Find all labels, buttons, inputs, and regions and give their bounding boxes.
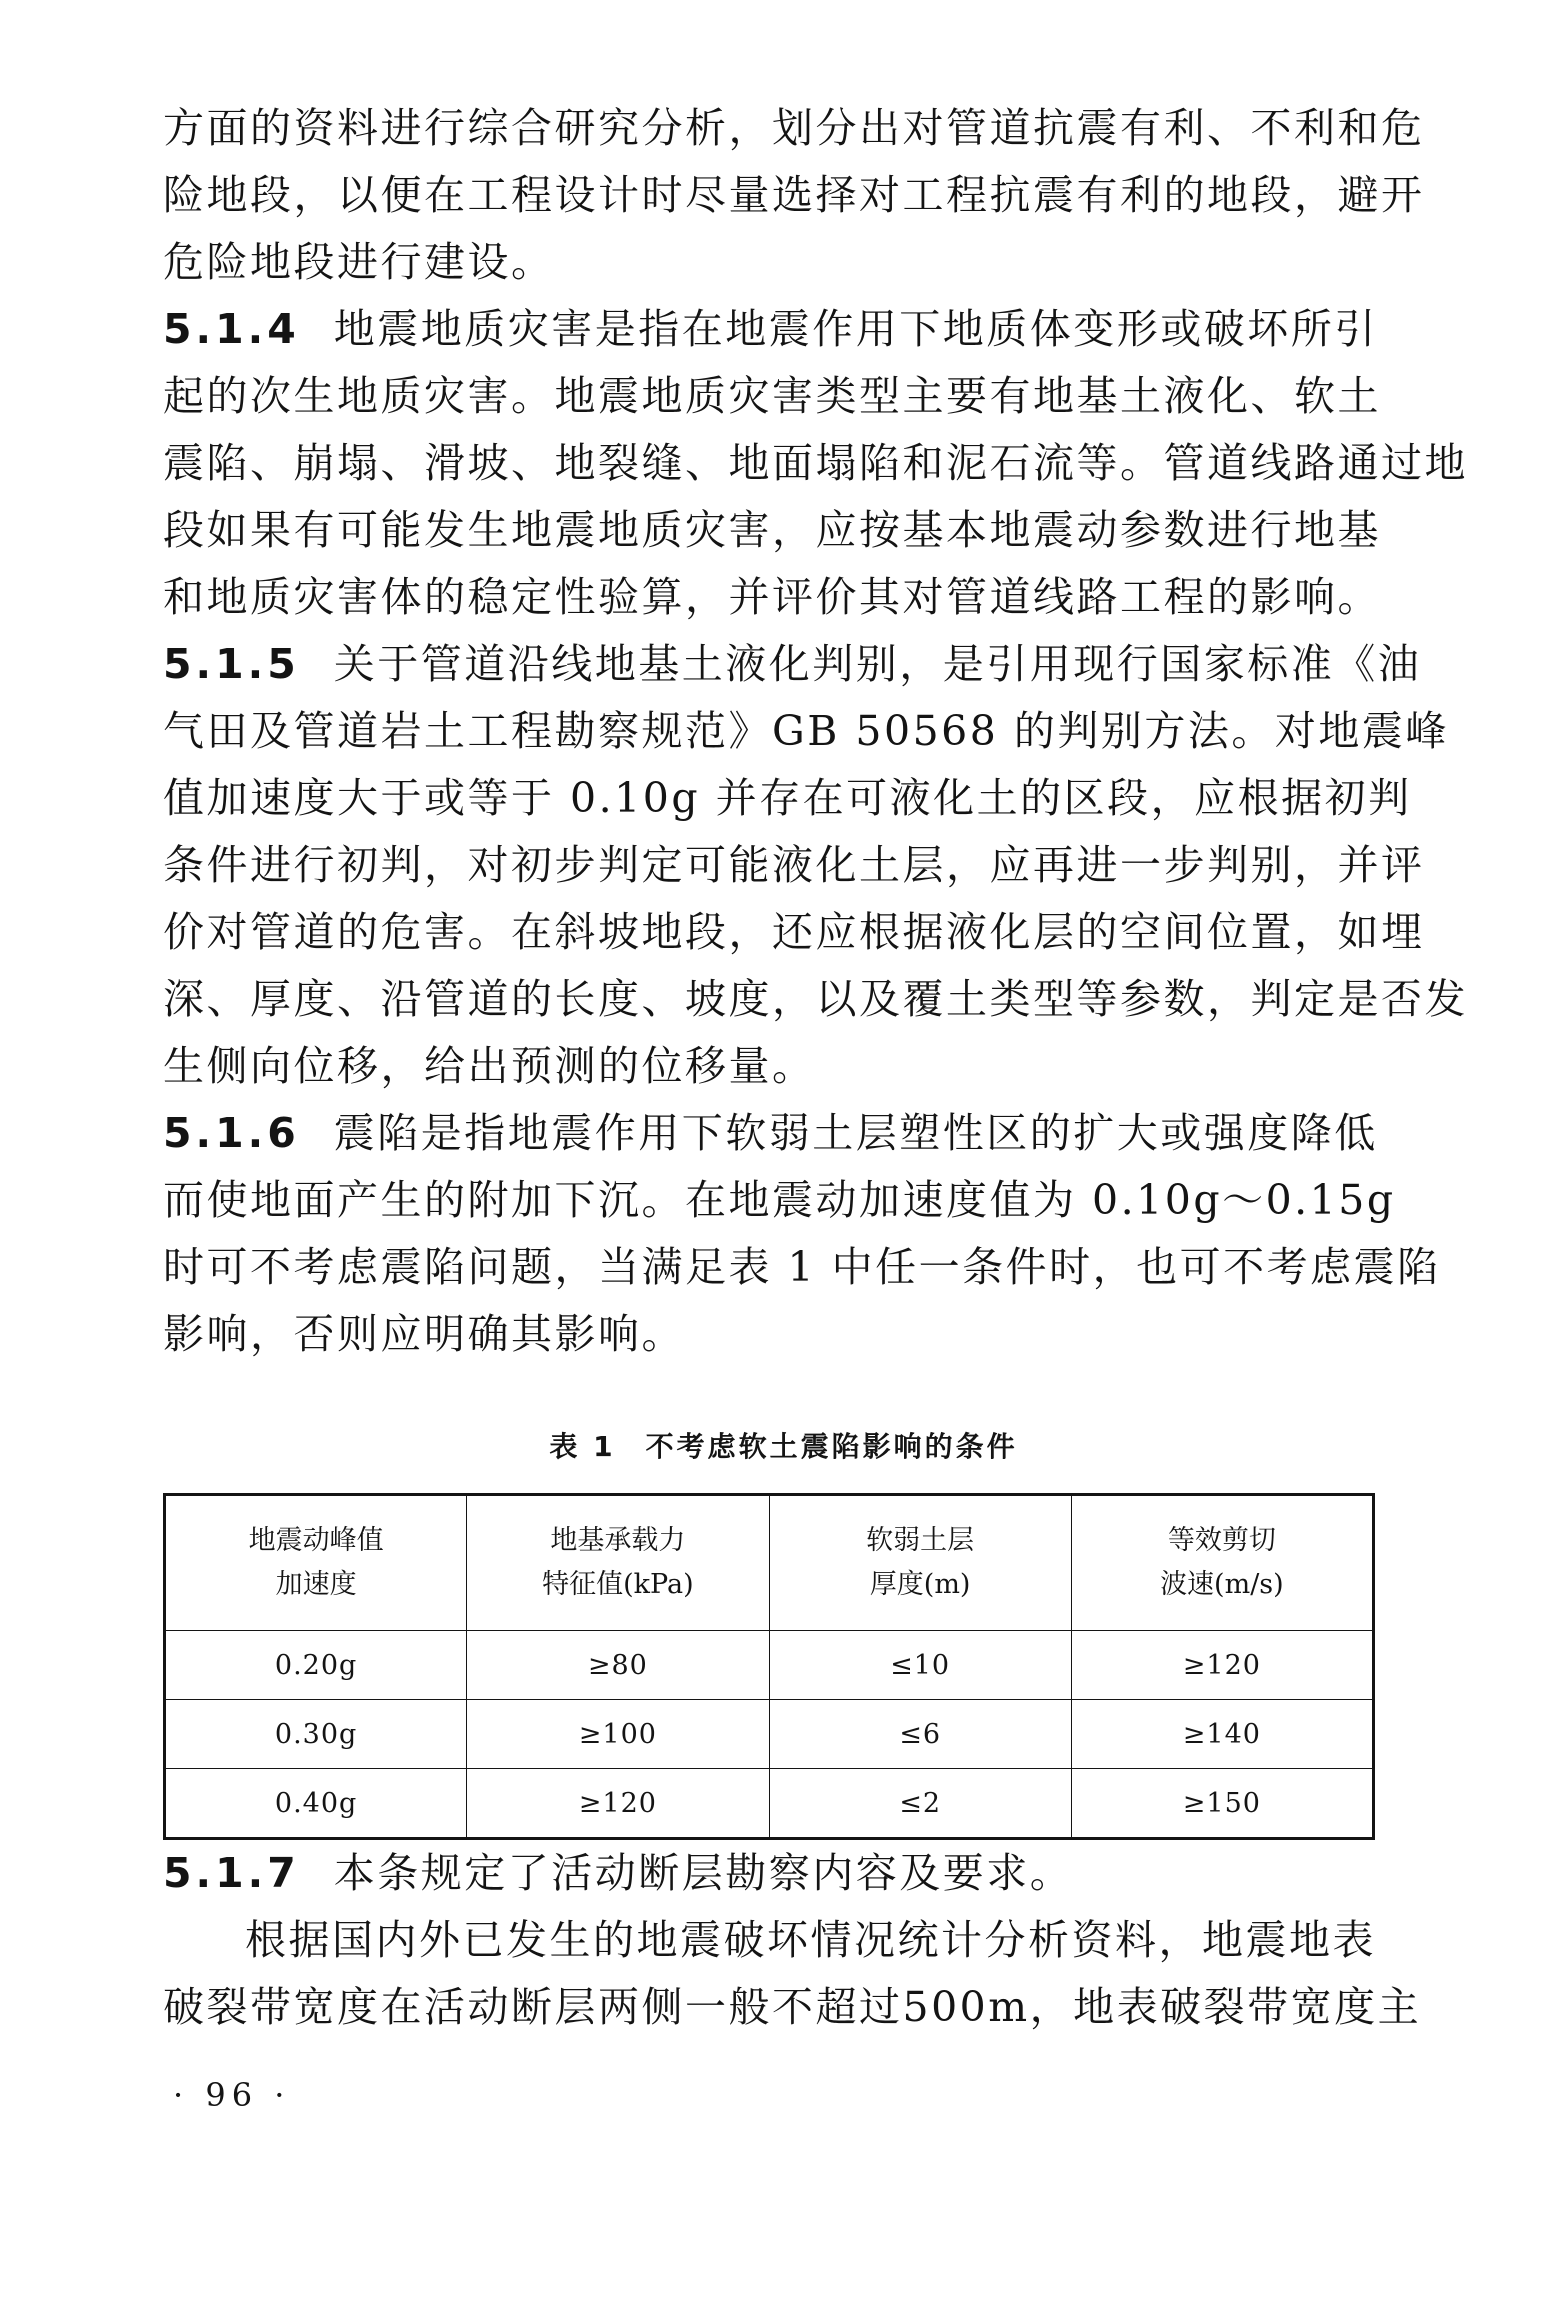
table-cell: ≤2 [769,1769,1071,1839]
table-cell: ≥150 [1071,1769,1373,1839]
text-line: 和地质灾害体的稳定性验算，并评价其对管道线路工程的影响。 [163,573,1381,621]
body-text-upper [163,95,1468,1368]
text-line: 本条规定了活动断层勘察内容及要求。 [333,1849,1074,1897]
table-cell: ≥140 [1071,1700,1373,1769]
section-5-1-5-heading [163,631,1422,698]
section-5-1-7-heading [163,1840,1375,1907]
conditions-table [163,1493,1375,1840]
text-line: 地震地质灾害是指在地震作用下地质体变形或破坏所引 [333,305,1378,353]
table-row [165,1700,1374,1769]
table-cell: 0.40g [165,1769,467,1839]
header-peak-acceleration: 地震动峰值 加速度 [165,1495,467,1631]
table-number: 表 1 [549,1430,616,1463]
header-soft-layer-thickness: 软弱土层 厚度(m) [769,1495,1071,1631]
section-number: 5.1.5 [163,640,300,688]
header-shear-wave-velocity: 等效剪切 波速(m/s) [1071,1495,1373,1631]
text-line: 危险地段进行建设。 [163,238,555,286]
text-line: 价对管道的危害。在斜坡地段，还应根据液化层的空间位置，如埋 [163,908,1425,956]
table-row [165,1631,1374,1700]
table-cell: ≥80 [467,1631,769,1700]
page-number: · 96 · [173,2076,291,2114]
table-row [165,1769,1374,1839]
body-text-lower [163,1840,1422,2041]
text-line: 险地段，以便在工程设计时尽量选择对工程抗震有利的地段，避开 [163,171,1425,219]
section-5-1-4-heading [163,296,1378,363]
table-cell: ≥120 [1071,1631,1373,1700]
table-caption [0,1425,1567,1465]
section-number: 5.1.6 [163,1109,300,1157]
table-cell: ≤6 [769,1700,1071,1769]
text-line: 时可不考虑震陷问题，当满足表 1 中任一条件时，也可不考虑震陷 [163,1243,1441,1291]
text-line: 影响，否则应明确其影响。 [163,1310,685,1358]
text-line: 条件进行初判，对初步判定可能液化土层，应再进一步判别，并评 [163,841,1425,889]
text-line: 值加速度大于或等于 0.10g 并存在可液化土的区段，应根据初判 [163,774,1412,822]
text-line: 震陷是指地震作用下软弱土层塑性区的扩大或强度降低 [333,1109,1378,1157]
section-5-1-6-heading [163,1100,1378,1167]
table-cell: ≥120 [467,1769,769,1839]
text-line: 根据国内外已发生的地震破坏情况统计分析资料，地震地表 [245,1916,1376,1964]
text-line: 关于管道沿线地基土液化判别，是引用现行国家标准《油 [333,640,1422,688]
header-bearing-capacity: 地基承载力 特征值(kPa) [467,1495,769,1631]
table-header-row [165,1495,1374,1631]
table-cell: ≤10 [769,1631,1071,1700]
table-cell: 0.20g [165,1631,467,1700]
text-line: 破裂带宽度在活动断层两侧一般不超过500m，地表破裂带宽度主 [163,1983,1422,2031]
text-line: 段如果有可能发生地震地质灾害，应按基本地震动参数进行地基 [163,506,1381,554]
text-line: 生侧向位移，给出预测的位移量。 [163,1042,816,1090]
text-line: 气田及管道岩土工程勘察规范》GB 50568 的判别方法。对地震峰 [163,707,1449,755]
text-line: 而使地面产生的附加下沉。在地震动加速度值为 0.10g～0.15g [163,1176,1396,1224]
text-line: 起的次生地质灾害。地震地质灾害类型主要有地基土液化、软土 [163,372,1381,420]
section-number: 5.1.4 [163,305,300,353]
section-number: 5.1.7 [163,1849,300,1897]
table-cell: 0.30g [165,1700,467,1769]
text-line: 方面的资料进行综合研究分析，划分出对管道抗震有利、不利和危 [163,104,1425,152]
text-line: 深、厚度、沿管道的长度、坡度，以及覆土类型等参数，判定是否发 [163,975,1468,1023]
text-line: 震陷、崩塌、滑坡、地裂缝、地面塌陷和泥石流等。管道线路通过地 [163,439,1468,487]
table-title: 不考虑软土震陷影响的条件 [645,1430,1018,1463]
table-cell: ≥100 [467,1700,769,1769]
